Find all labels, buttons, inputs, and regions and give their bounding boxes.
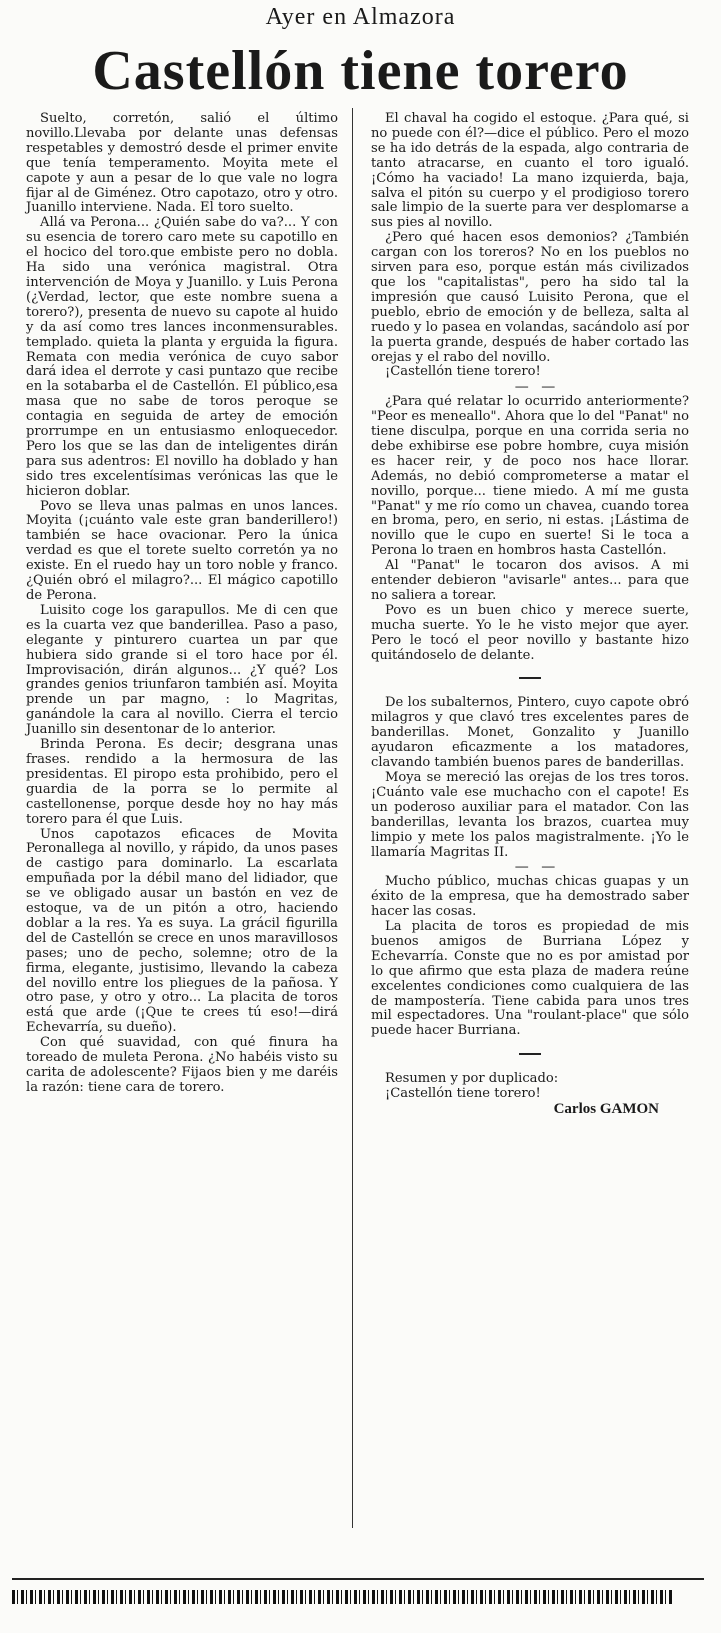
right-column [371,112,689,1117]
paragraph: ¿Pero qué hacen esos demonios? ¿También cargan con los toreros? No en los pueblos no sirven para eso, porque están más civilizados que los "capitalistas", pero ha sido tal la impresión que causó Luisito Perona, que el pueblo, ebrio de emoción y de belleza, salta al ruedo y lo pasea en volandas, sacándolo así por la puerta grande, después de haber cortado las orejas y el rabo del novillo. [371,230,689,365]
paragraph: El chaval ha cogido el estoque. ¿Para qué, si no puede con él?—dice el público. Pero el mozo se ha ido detrás de la espada, algo contraria de tanto atracarse, en cuanto el toro igualó. ¡Cómo ha vaciado! La mano izquierda, baja, salva el pitón su cuerpo y el prodigioso torero sale limpio de la suerte para ver desplomarse a sus pies al novillo. [371,111,689,231]
paragraph: Unos capotazos eficaces de Movita Peronallega al novillo, y rápido, da unos pases de castigo para dominarlo. La escarlata empuñada por la débil mano del lidiador, que se ve obligado ausar un bastón en vez de estoque, va de un pitón a otro, haciendo doblar a la res. Ya es suya. La grácil figurilla del de Castellón se crece en unos maravillosos pases; uno de pecho, solemne; otro de la firma, elegante, justisimo, llevando la cabeza del novillo entre los pliegues de la pañosa. Y otro pase, y otro y otro... La placita de toros está que arde (¡Que te crees tú eso!—dirá Echevarría, su dueño). [26,826,338,1036]
section-separator: — — [514,859,560,876]
column-divider [352,108,353,1528]
divider [371,1047,689,1062]
bottom-rule [12,1578,704,1580]
divider [371,672,689,687]
paragraph: Povo es un buen chico y merece suerte, mucha suerte. Yo le he visto mejor que ayer. Pero le tocó el peor novillo y bastante hizo quitándoselo de delante. [371,602,689,663]
paragraph: De los subalternos, Pintero, cuyo capote obró milagros y que clavó tres excelentes pares de banderillas. Monet, Gonzalito y Juanillo ayudaron eficazmente a los matadores, clavando también buenos pares de banderillas. [371,695,689,771]
paragraph: Allá va Perona... ¿Quién sabe do va?... Y con su esencia de torero caro mete su capotillo en el hocico del toro.que embiste pero no dobla. Ha sido una verónica magistral. Otra intervención de Moya y Juanillo. y Luis Perona (¿Verdad, lector, que este nombre suena a torero?), presenta de nuevo su capote al huido y da así como tres lances inconmensurables. templado. quieta la planta y erguida la figura. Remata con media verónica de cuyo sabor dará idea el derrote y casi puntazo que recibe en la sotabarba el de Castellón. El público,esa masa que no sabe de toros peroque se contagia en seguida de artey de emoción prorrumpe en un entusiasmo enloquecedor. Pero los que se las dan de inteligentes dirán para sus adentros: El novillo ha doblado y han sido tres excelentísimas verónicas las que le hicieron doblar. [26,215,338,499]
paragraph: Con qué suavidad, con qué finura ha toreado de muleta Perona. ¿No habéis visto su carita de adolescente? Fijaos bien y me daréis la razón: tiene cara de torero. [26,1035,338,1095]
closing-line: Resumen y por duplicado: [385,1071,559,1087]
closing-line: ¡Castellón tiene torero! [385,1086,541,1102]
paragraph: Brinda Perona. Es decir; desgrana unas frases. rendido a la hermosura de las presidentas. El piropo esta prohibido, pero el guardia de la porra se lo permite al castellonense, porque desde hoy no hay más torero para él que Luis. [26,737,338,827]
paragraph: ¿Para qué relatar lo ocurrido anteriormente? "Peor es meneallo". Ahora que lo del "Panat" no tiene disculpa, porque en una corrida seria no debe exhibirse ese pobre hombre, cuya misión es hacer reir, y de poco nos hace llorar. Además, no debió comprometerse a matar el novillo, porque... tiene miedo. A mí me gusta "Panat" y me río como un chavea, cuando torea en broma, pero, en serio, ni estas. ¡Lástima de novillo que le cupo en suerte! Si le toca a Perona lo traen en hombros hasta Castellón. [371,394,689,559]
paragraph: La placita de toros es propiedad de mis buenos amigos de Burriana López y Echevarría. Conste que no es por amistad por lo que afirmo que esta plaza de madera reúne excelentes condiciones como cualquiera de las de mampostería. Tiene cabida para unos tres mil espectadores. Una "roulant-place" que sólo puede hacer Burriana. [371,919,689,1039]
section-separator: — — [514,379,560,396]
paragraph: Mucho público, muchas chicas guapas y un éxito de la empresa, que ha demostrado saber hacer las cosas. [371,874,689,920]
paragraph: Al "Panat" le tocaron dos avisos. A mi entender debieron "avisarle" antes... para que no saliera a torear. [371,558,689,603]
kicker: Ayer en Almazora [265,4,456,30]
paragraph: Moya se mereció las orejas de los tres toros. ¡Cuánto vale ese muchacho con el capote! Es un poderoso auxiliar para el matador. Con las banderillas, levanta los brazos, cuartea muy limpio y mete los palos magistralmente. ¡Yo le llamaría Magritas II. [371,769,689,860]
paragraph: ¡Castellón tiene torero! [385,364,541,380]
paragraph: Povo se lleva unas palmas en unos lances. Moyita (¡cuánto vale este gran banderillero!) también se hace ovacionar. Pero la única verdad es que el torete suelto corretón ya no existe. En el ruedo hay un toro noble y franco. ¿Quién obró el milagro?... El mágico capotillo de Perona. [26,498,338,603]
page-title: Castellón tiene torero [92,40,629,102]
paragraph: Luisito coge los garapullos. Me di cen que es la cuarta vez que banderillea. Paso a paso, elegante y pinturero cuartea un par que hubiera sido grande si el toro hace por él. Improvisación, dirán algunos... ¿Y qué? Los grandes genios triunfaron también así. Moyita prende un par magno, : lo Magritas, ganándole la cara al novillo. Cierra el tercio Juanillo sin desentonar de lo anterior. [26,602,338,738]
decorative-border [12,1590,672,1604]
author-signature: Carlos GAMON [553,1101,659,1117]
paragraph: Suelto, corretón, salió el último novillo.Llevaba por delante unas defensas respetables y demostró desde el primer envite que tenía temperamento. Moyita mete el capote y aun a pesar de lo que vale no logra fijar al de Giménez. Otro capotazo, otro y otro. Juanillo interviene. Nada. El toro suelto. [26,111,338,216]
left-column [26,112,338,1096]
